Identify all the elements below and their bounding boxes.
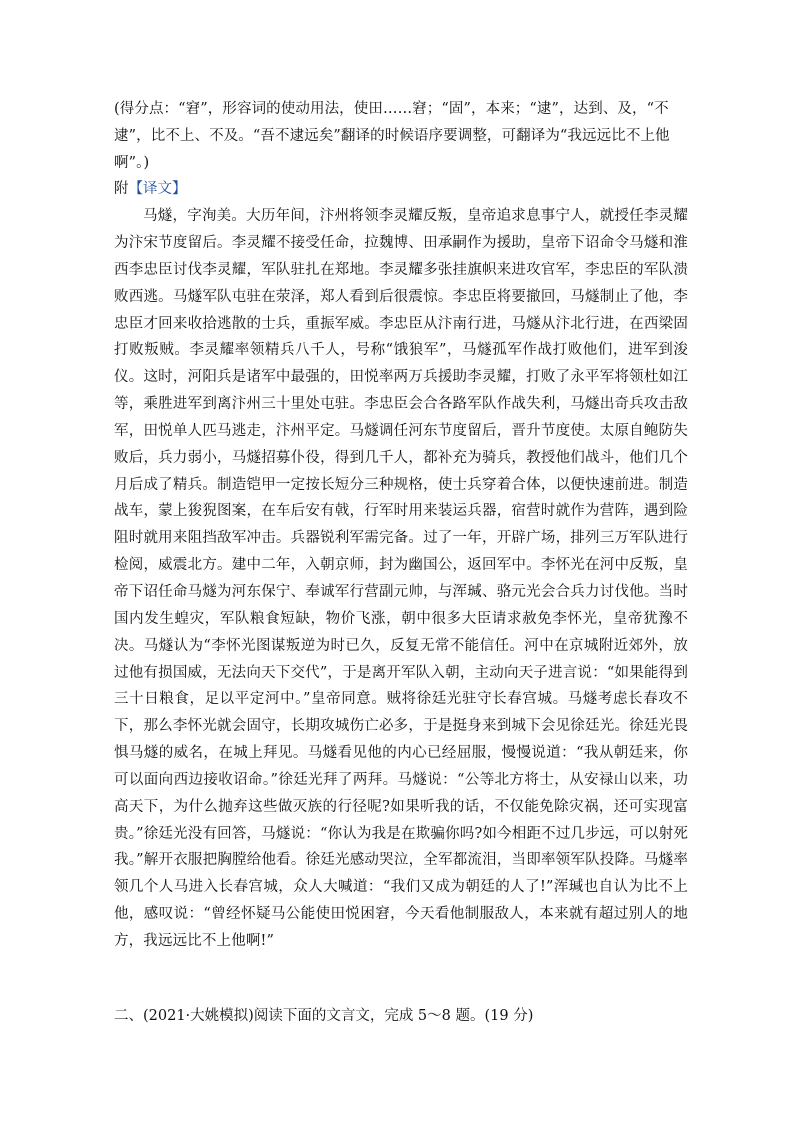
document-body [114, 96, 688, 955]
translation-label: 【译文】 [128, 181, 187, 198]
translation-paragraph: 马燧，字洵美。大历年间，汴州将领李灵耀反叛，皇帝追求息事宁人，就授任李灵耀为汴宋节度留后。李灵耀不接受任命，拉魏博、田承嗣作为援助，皇帝下诏命令马燧和淮西李忠臣讨伐李灵耀，军队驻扎在郑地。李灵耀多张挂旗帜来进攻官军，李忠臣的军队溃败西逃。马燧军队屯驻在荥泽，郑人看到后很震惊。李忠臣将要撤回，马燧制止了他，李忠臣才回来收拾逃散的士兵，重振军威。李忠臣从汴南行进，马燧从汴北行进，在西梁固打败叛贼。李灵耀率领精兵八千人，号称“饿狼军”，马燧孤军作战打败他们，进军到浚仪。这时，河阳兵是诸军中最强的，田悦率两万兵援助李灵耀，打败了永平军将领杜如江等，乘胜进军到离汴州三十里处屯驻。李忠臣会合各路军队作战失利，马燧出奇兵攻击敌军，田悦单人匹马逃走，汴州平定。马燧调任河东节度留后，晋升节度使。太原自鲍防失败后，兵力弱小，马燧招募仆役，得到几千人，都补充为骑兵，教授他们战斗，他们几个月后成了精兵。制造铠甲一定按长短分三种规格，使士兵穿着合体，以便快速前进。制造战车，蒙上狻猊图案，在车后安有戟，行军时用来装运兵器，宿营时就作为营阵，遇到险阻时就用来阻挡敌军冲击。兵器锐利军需完备。过了一年，开辟广场，排列三万军队进行检阅，威震北方。建中二年，入朝京师，封为幽国公，返回军中。李怀光在河中反叛，皇帝下诏任命马燧为河东保宁、奉诚军行营副元帅，与浑瑊、骆元光会合兵力讨伐他。当时国内发生蝗灾，军队粮食短缺，物价飞涨，朝中很多大臣请求赦免李怀光，皇帝犹豫不决。马燧认为“李怀光图谋叛逆为时已久，反复无常不能信任。河中在京城附近郊外，放过他有损国威，无法向天下交代”，于是离开军队入朝，主动向天子进言说：“如果能得到三十日粮食，足以平定河中。”皇帝同意。贼将徐廷光驻守长春宫城。马燧考虑长春攻不下，那么李怀光就会固守，长期攻城伤亡必多，于是挺身来到城下会见徐廷光。徐廷光畏惧马燧的威名，在城上拜见。马燧看见他的内心已经屈服，慢慢说道：“我从朝廷来，你可以面向西边接收诏命。”徐廷光拜了两拜。马燧说：“公等北方将士，从安禄山以来，功高天下，为什么抛弃这些做灭族的行径呢?如果听我的话，不仅能免除灾祸，还可实现富贵。”徐廷光没有回答，马燧说：“你认为我是在欺骗你吗?如今相距不过几步远，可以射死我。”解开衣服把胸膛给他看。徐廷光感动哭泣，全军都流泪，当即率领军队投降。马燧率领几个人马进入长春宫城，众人大喊道：“我们又成为朝廷的人了!”浑瑊也自认为比不上他，感叹说：“曾经怀疑马公能使田悦困窘，今天看他制服敌人，本来就有超过别人的地方，我远远比不上他啊!” [114, 208, 688, 949]
appendix-heading [114, 176, 688, 203]
appendix-prefix: 附 [114, 181, 129, 198]
scoring-note: (得分点：“窘”，形容词的使动用法，使田……窘；“固”，本来；“逮”，达到、及，“不逮”，比不上、不及。“吾不逮远矣”翻译的时候语序要调整，可翻译为“我远远比不上他啊”。) [114, 101, 670, 171]
section-heading: 二、(2021·大姚模拟)阅读下面的文言文，完成 5～8 题。(19 分) [114, 1008, 534, 1024]
